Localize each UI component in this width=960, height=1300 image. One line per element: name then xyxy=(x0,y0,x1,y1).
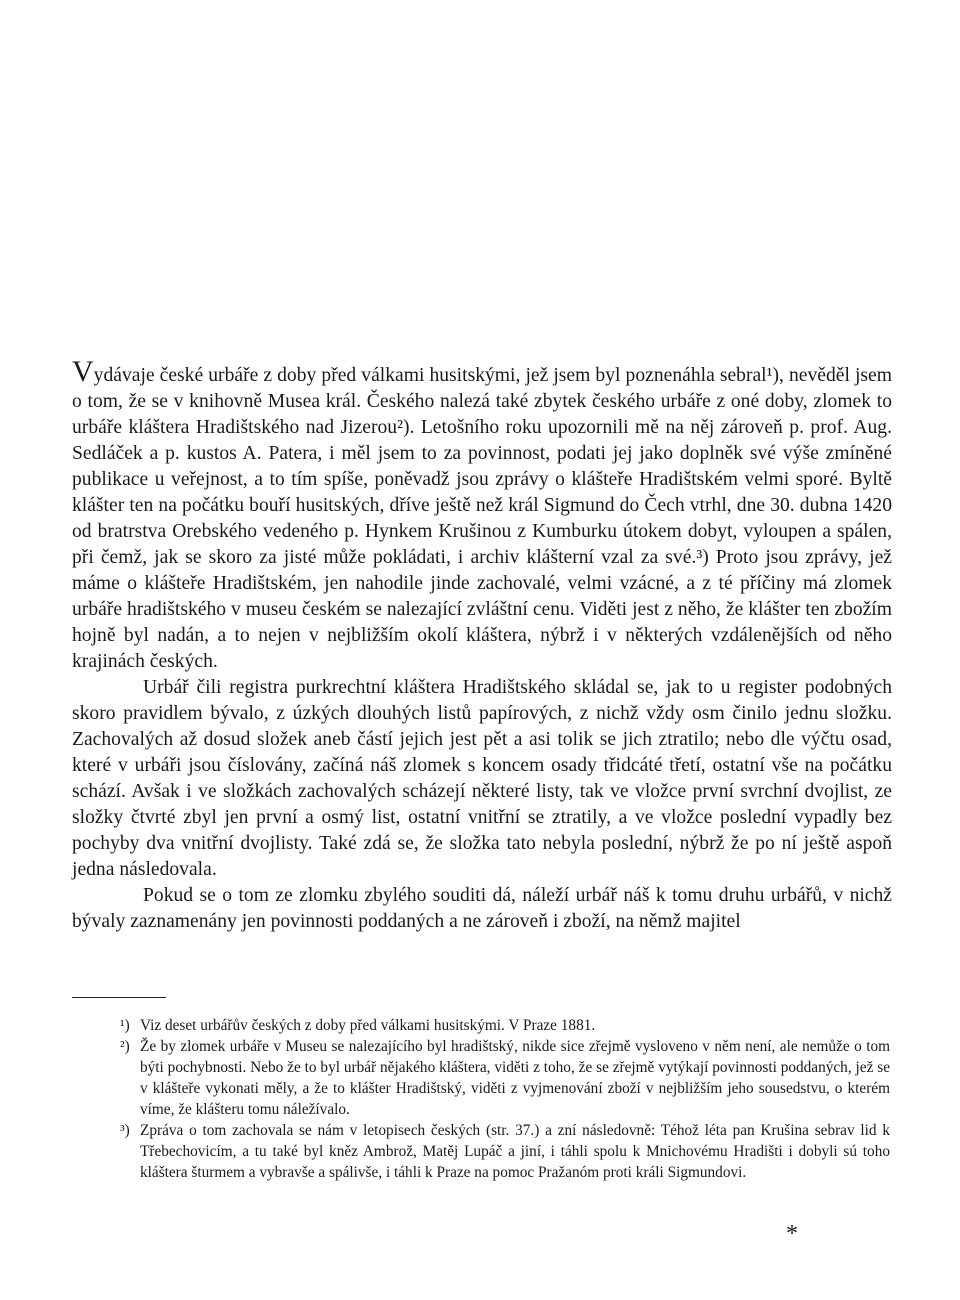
footnote-mark: ²) xyxy=(120,1038,130,1055)
paragraph-1-text: ydávaje české urbáře z doby před válkami husitskými, jež jsem byl poznenáhla sebral¹), nevěděl jsem o tom, že se v knihovně Musea král. Českého nalezá také zbytek českého urbáře z oné doby, zlomek to urbáře kláštera Hradištského nad Jizerou²). Letošního roku upozornili mě na něj zároveň p. prof. Aug. Sedláček a p. kustos A. Patera, i měl jsem to za povinnost, podati jej jako doplněk své výše zmíněné publikace u veřejnost, a to tím spíše, poněvadž jsou zprávy o klášteře Hradištském velmi sporé. Byltě klášter ten na počátku bouří husitských, dříve ještě než král Sigmund do Čech vtrhl, dne 30. dubna 1420 od bratrstva Orebského vedeného p. Hynkem Krušinou z Kumburku útokem dobyt, vyloupen a spálen, při čemž, jak se skoro za jisté může pokládati, i archiv klášterní vzal za své.³) Proto jsou zprávy, jež máme o klášteře Hradištském, jen nahodile jinde zachovalé, velmi vzácné, a z té příčiny má zlomek urbáře hradištského v museu českém se nalezající zvláštní cenu. Viděti jest z něho, že klášter ten zbožím hojně byl nadán, a to nejen v nejbližším okolí kláštera, nýbrž i v některých vzdálenějších od něho krajinách českých. xyxy=(72,365,892,672)
footnote-text: Viz deset urbářův českých z doby před válkami husitskými. V Praze 1881. xyxy=(140,1017,596,1034)
paragraph-1 xyxy=(72,355,892,675)
main-text xyxy=(72,355,892,935)
footnote-divider xyxy=(72,997,166,998)
footnotes xyxy=(120,1015,890,1183)
footnote-1 xyxy=(120,1015,890,1036)
signature-mark: * xyxy=(786,1221,798,1247)
footnote-mark: ³) xyxy=(120,1122,130,1139)
footnote-2 xyxy=(120,1036,890,1120)
footnote-text: Zpráva o tom zachovala se nám v letopisech českých (str. 37.) a zní následovně: Téhož léta pan Krušina sebrav lid k Třebechovicím, a tu také byl kněz Ambrož, Matěj Lupáč a jiní, i táhli spolu k Mnichovému Hradišti i dobyli sú toho kláštera šturmem a vybravše a spálivše, i táhli k Praze na pomoc Pražanóm proti králi Sigmundovi. xyxy=(140,1122,890,1181)
footnote-mark: ¹) xyxy=(120,1017,130,1034)
paragraph-2: Urbář čili registra purkrechtní kláštera Hradištského skládal se, jak to u register podobných skoro pravidlem bývalo, z úzkých dlouhých listů papírových, z nichž vždy osm činilo jednu složku. Zachovalých až dosud složek aneb částí jejich jest pět a asi tolik se jich ztratilo; nebo dle výčtu osad, které v urbáři jsou číslovány, začíná náš zlomek s koncem osady třidcáté třetí, ostatní vše na počátku schází. Avšak i ve složkách zachovalých scházejí některé listy, tak ve vložce první svrchní dvojlist, ze složky čtvrté zbyl jen první a osmý list, ostatní vnitřní se ztratily, a ve vložce poslední vypadly bez pochyby dva vnitřní dvojlisty. Také zdá se, že složka tato nebyla poslední, nýbrž že po ní ještě aspoň jedna následovala. xyxy=(72,677,892,880)
footnote-3 xyxy=(120,1120,890,1183)
paragraph-3: Pokud se o tom ze zlomku zbylého souditi dá, náleží urbář náš k tomu druhu urbářů, v nichž bývaly zaznamenány jen povinnosti poddaných a ne zároveň i zboží, na němž majitel xyxy=(72,885,892,932)
drop-cap: V xyxy=(72,355,94,388)
footnote-text: Že by zlomek urbáře v Museu se nalezajícího byl hradištský, nikde sice zřejmě vysloveno v něm není, ale nemůže o tom býti pochybnosti. Nebo že to byl urbář nějakého kláštera, viděti z toho, že se zřejmě vytýkají povinnosti poddaných, jež se v klášteře vykonati měly, a že to klášter Hradištský, viděti z vyjmenování zboží v nejbližším jeho sousedstvu, o kterém víme, že klášteru tomu náležívalo. xyxy=(140,1038,890,1118)
